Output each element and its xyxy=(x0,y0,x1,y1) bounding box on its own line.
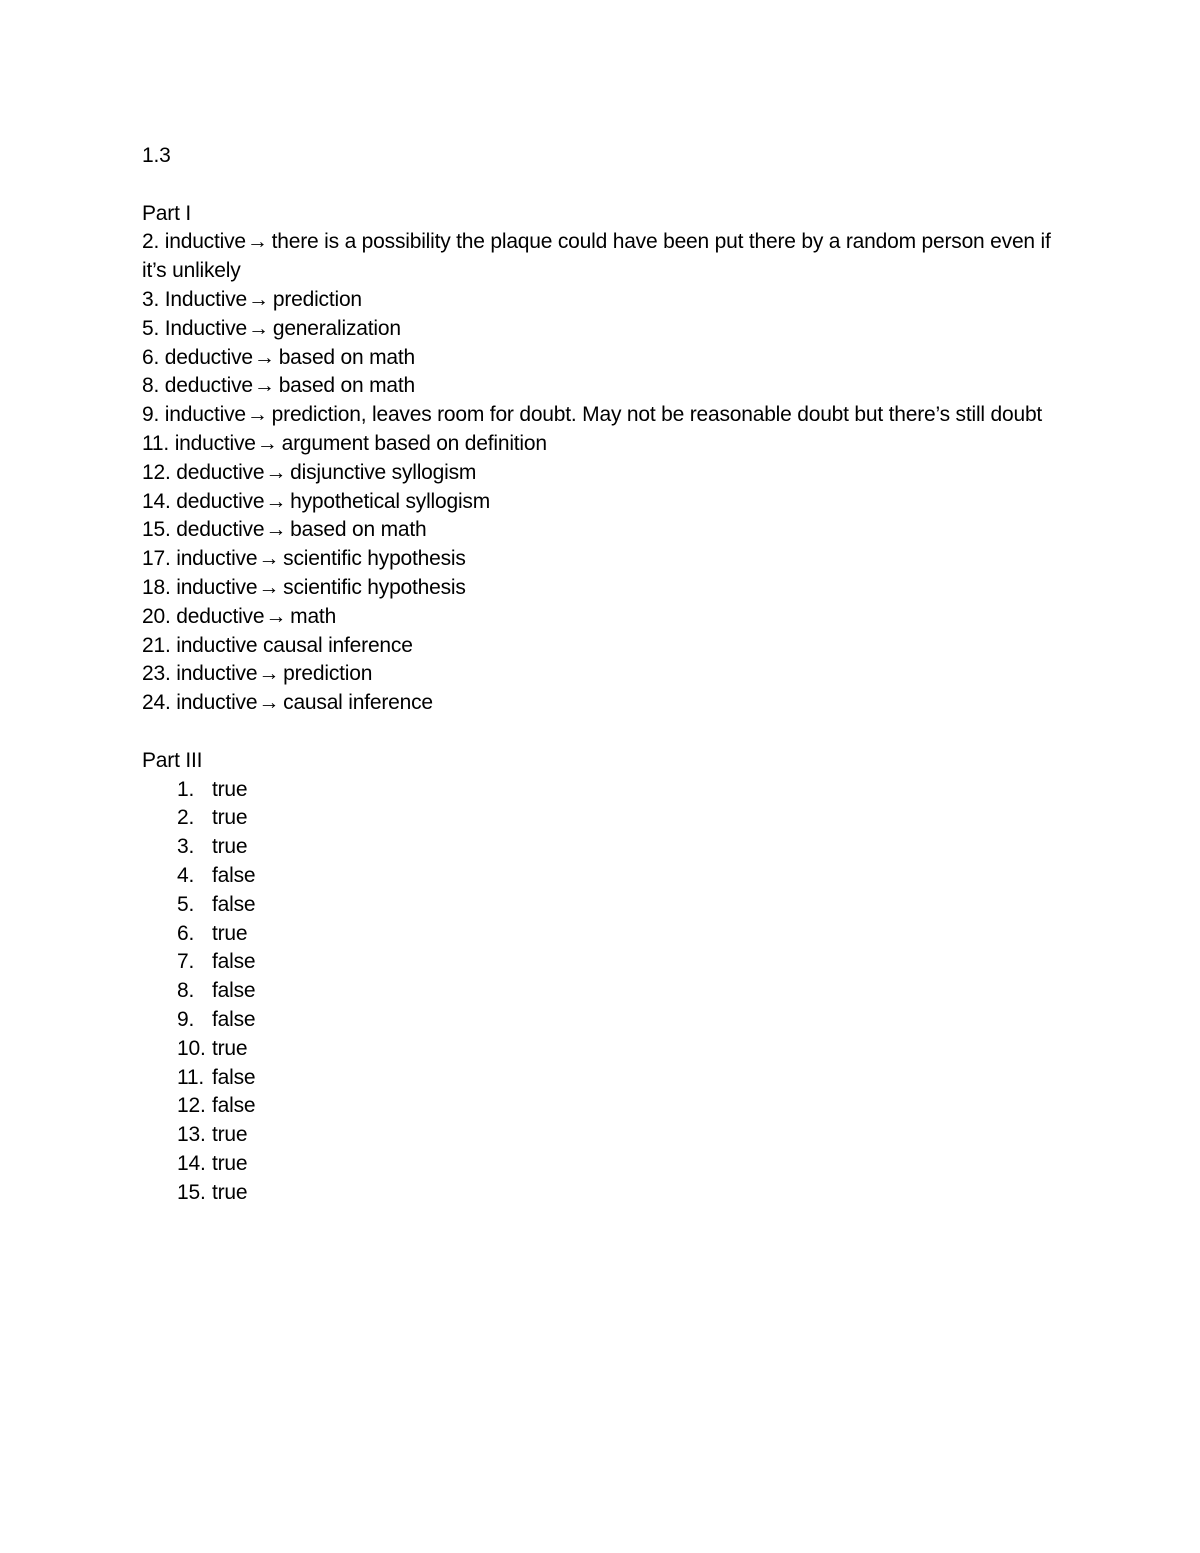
argument-type: deductive xyxy=(164,374,253,398)
item-number: 3. xyxy=(177,835,195,859)
reason-text: based on math xyxy=(278,345,416,369)
part-one-item xyxy=(142,430,1062,459)
item-number: 9. xyxy=(142,403,160,427)
answer-value: false xyxy=(212,1007,256,1031)
true-false-item xyxy=(142,862,1062,891)
reason-text: hypothetical syllogism xyxy=(290,489,491,513)
item-number: 15. xyxy=(177,1180,206,1204)
argument-type: inductive xyxy=(164,230,246,254)
part-one-item xyxy=(142,372,1062,401)
answer-value: true xyxy=(212,1151,248,1175)
argument-type: Inductive xyxy=(164,316,248,340)
part-one-item xyxy=(142,689,1062,718)
item-number: 10. xyxy=(177,1036,206,1060)
argument-type: inductive xyxy=(176,691,258,715)
right-arrow-icon: → xyxy=(248,287,269,311)
true-false-item xyxy=(142,1179,1062,1208)
part-one-item xyxy=(142,632,1062,661)
right-arrow-icon: → xyxy=(265,518,287,542)
spacer xyxy=(142,718,1062,747)
spacer xyxy=(142,171,1062,200)
item-number: 8. xyxy=(142,374,160,398)
part-one-item xyxy=(142,603,1062,632)
argument-type: deductive xyxy=(176,604,265,628)
answer-value: false xyxy=(212,1065,256,1089)
right-arrow-icon: → xyxy=(265,604,287,628)
answer-value: false xyxy=(212,863,256,887)
item-number: 15. xyxy=(142,518,171,542)
true-false-item xyxy=(142,833,1062,862)
true-false-item xyxy=(142,920,1062,949)
item-number: 7. xyxy=(177,950,195,974)
right-arrow-icon: → xyxy=(258,691,280,715)
reason-text: scientific hypothesis xyxy=(283,575,466,599)
item-number: 5. xyxy=(142,316,160,340)
item-number: 12. xyxy=(142,460,171,484)
answer-value: true xyxy=(212,835,248,859)
part-one-heading: Part I xyxy=(142,201,191,225)
item-number: 14. xyxy=(142,489,171,513)
document-body xyxy=(142,142,1062,1207)
argument-type: inductive xyxy=(164,403,246,427)
part-one-item xyxy=(142,660,1062,689)
argument-type: inductive xyxy=(176,575,258,599)
reason-text: prediction xyxy=(272,287,362,311)
item-number: 23. xyxy=(142,662,171,686)
item-number: 20. xyxy=(142,604,171,628)
true-false-item xyxy=(142,804,1062,833)
item-number: 6. xyxy=(142,345,160,369)
argument-type: inductive xyxy=(176,662,258,686)
true-false-item xyxy=(142,1150,1062,1179)
item-number: 21. xyxy=(142,633,171,657)
item-number: 4. xyxy=(177,863,195,887)
part-one-item xyxy=(142,401,1062,430)
true-false-item xyxy=(142,776,1062,805)
item-number: 17. xyxy=(142,547,171,571)
item-number: 5. xyxy=(177,892,195,916)
reason-text: causal inference xyxy=(283,691,433,715)
part-one-item xyxy=(142,545,1062,574)
item-number: 12. xyxy=(177,1094,206,1118)
part-one-list xyxy=(142,228,1062,718)
right-arrow-icon: → xyxy=(253,345,275,369)
answer-value: true xyxy=(212,1036,248,1060)
reason-text: argument based on definition xyxy=(281,431,547,455)
answer-value: true xyxy=(212,806,248,830)
right-arrow-icon: → xyxy=(253,374,275,398)
argument-type: inductive causal inference xyxy=(176,633,413,657)
part-one-item xyxy=(142,574,1062,603)
true-false-item xyxy=(142,1064,1062,1093)
answer-value: true xyxy=(212,1123,248,1147)
true-false-item xyxy=(142,977,1062,1006)
part-one-item xyxy=(142,344,1062,373)
right-arrow-icon: → xyxy=(265,489,287,513)
right-arrow-icon: → xyxy=(248,316,269,340)
argument-type: inductive xyxy=(174,431,256,455)
item-number: 11. xyxy=(177,1065,205,1089)
reason-text: scientific hypothesis xyxy=(283,547,466,571)
right-arrow-icon: → xyxy=(256,431,278,455)
true-false-item xyxy=(142,948,1062,977)
item-number: 9. xyxy=(177,1007,195,1031)
part-three-heading: Part III xyxy=(142,748,203,772)
answer-value: true xyxy=(212,921,248,945)
item-number: 11. xyxy=(142,431,170,455)
item-number: 24. xyxy=(142,691,171,715)
item-number: 18. xyxy=(142,575,171,599)
answer-value: false xyxy=(212,979,256,1003)
true-false-item xyxy=(142,1092,1062,1121)
right-arrow-icon: → xyxy=(258,547,280,571)
argument-type: Inductive xyxy=(164,287,248,311)
true-false-item xyxy=(142,1035,1062,1064)
part-one-item xyxy=(142,315,1062,344)
answer-value: false xyxy=(212,1094,256,1118)
argument-type: deductive xyxy=(176,518,265,542)
section-title: 1.3 xyxy=(142,144,171,167)
reason-text: math xyxy=(290,604,337,628)
item-number: 2. xyxy=(142,230,160,254)
item-number: 2. xyxy=(177,806,195,830)
true-false-item xyxy=(142,891,1062,920)
reason-text: generalization xyxy=(272,316,401,340)
reason-text: prediction, leaves room for doubt. May not be reasonable doubt but there’s still doubt xyxy=(271,403,1043,427)
item-number: 8. xyxy=(177,979,195,1003)
right-arrow-icon: → xyxy=(265,460,287,484)
answer-value: false xyxy=(212,892,256,916)
right-arrow-icon: → xyxy=(258,662,280,686)
argument-type: deductive xyxy=(164,345,253,369)
part-one-item xyxy=(142,488,1062,517)
argument-type: inductive xyxy=(176,547,258,571)
part-one-item xyxy=(142,228,1062,286)
true-false-item xyxy=(142,1006,1062,1035)
part-one-item xyxy=(142,516,1062,545)
part-one-item xyxy=(142,286,1062,315)
item-number: 1. xyxy=(177,777,195,801)
answer-value: true xyxy=(212,777,248,801)
item-number: 3. xyxy=(142,287,160,311)
argument-type: deductive xyxy=(176,489,265,513)
item-number: 6. xyxy=(177,921,195,945)
reason-text: there is a possibility the plaque could have been put there by a random person even if it’s unlikely xyxy=(142,230,1051,283)
part-one-item xyxy=(142,459,1062,488)
item-number: 14. xyxy=(177,1151,206,1175)
right-arrow-icon: → xyxy=(246,403,268,427)
answer-value: false xyxy=(212,950,256,974)
reason-text: prediction xyxy=(283,662,373,686)
item-number: 13. xyxy=(177,1123,206,1147)
answer-value: true xyxy=(212,1180,248,1204)
right-arrow-icon: → xyxy=(258,575,280,599)
part-three-list xyxy=(142,776,1062,1208)
argument-type: deductive xyxy=(176,460,265,484)
right-arrow-icon: → xyxy=(246,230,268,254)
reason-text: based on math xyxy=(278,374,416,398)
true-false-item xyxy=(142,1121,1062,1150)
reason-text: based on math xyxy=(290,518,427,542)
reason-text: disjunctive syllogism xyxy=(290,460,477,484)
